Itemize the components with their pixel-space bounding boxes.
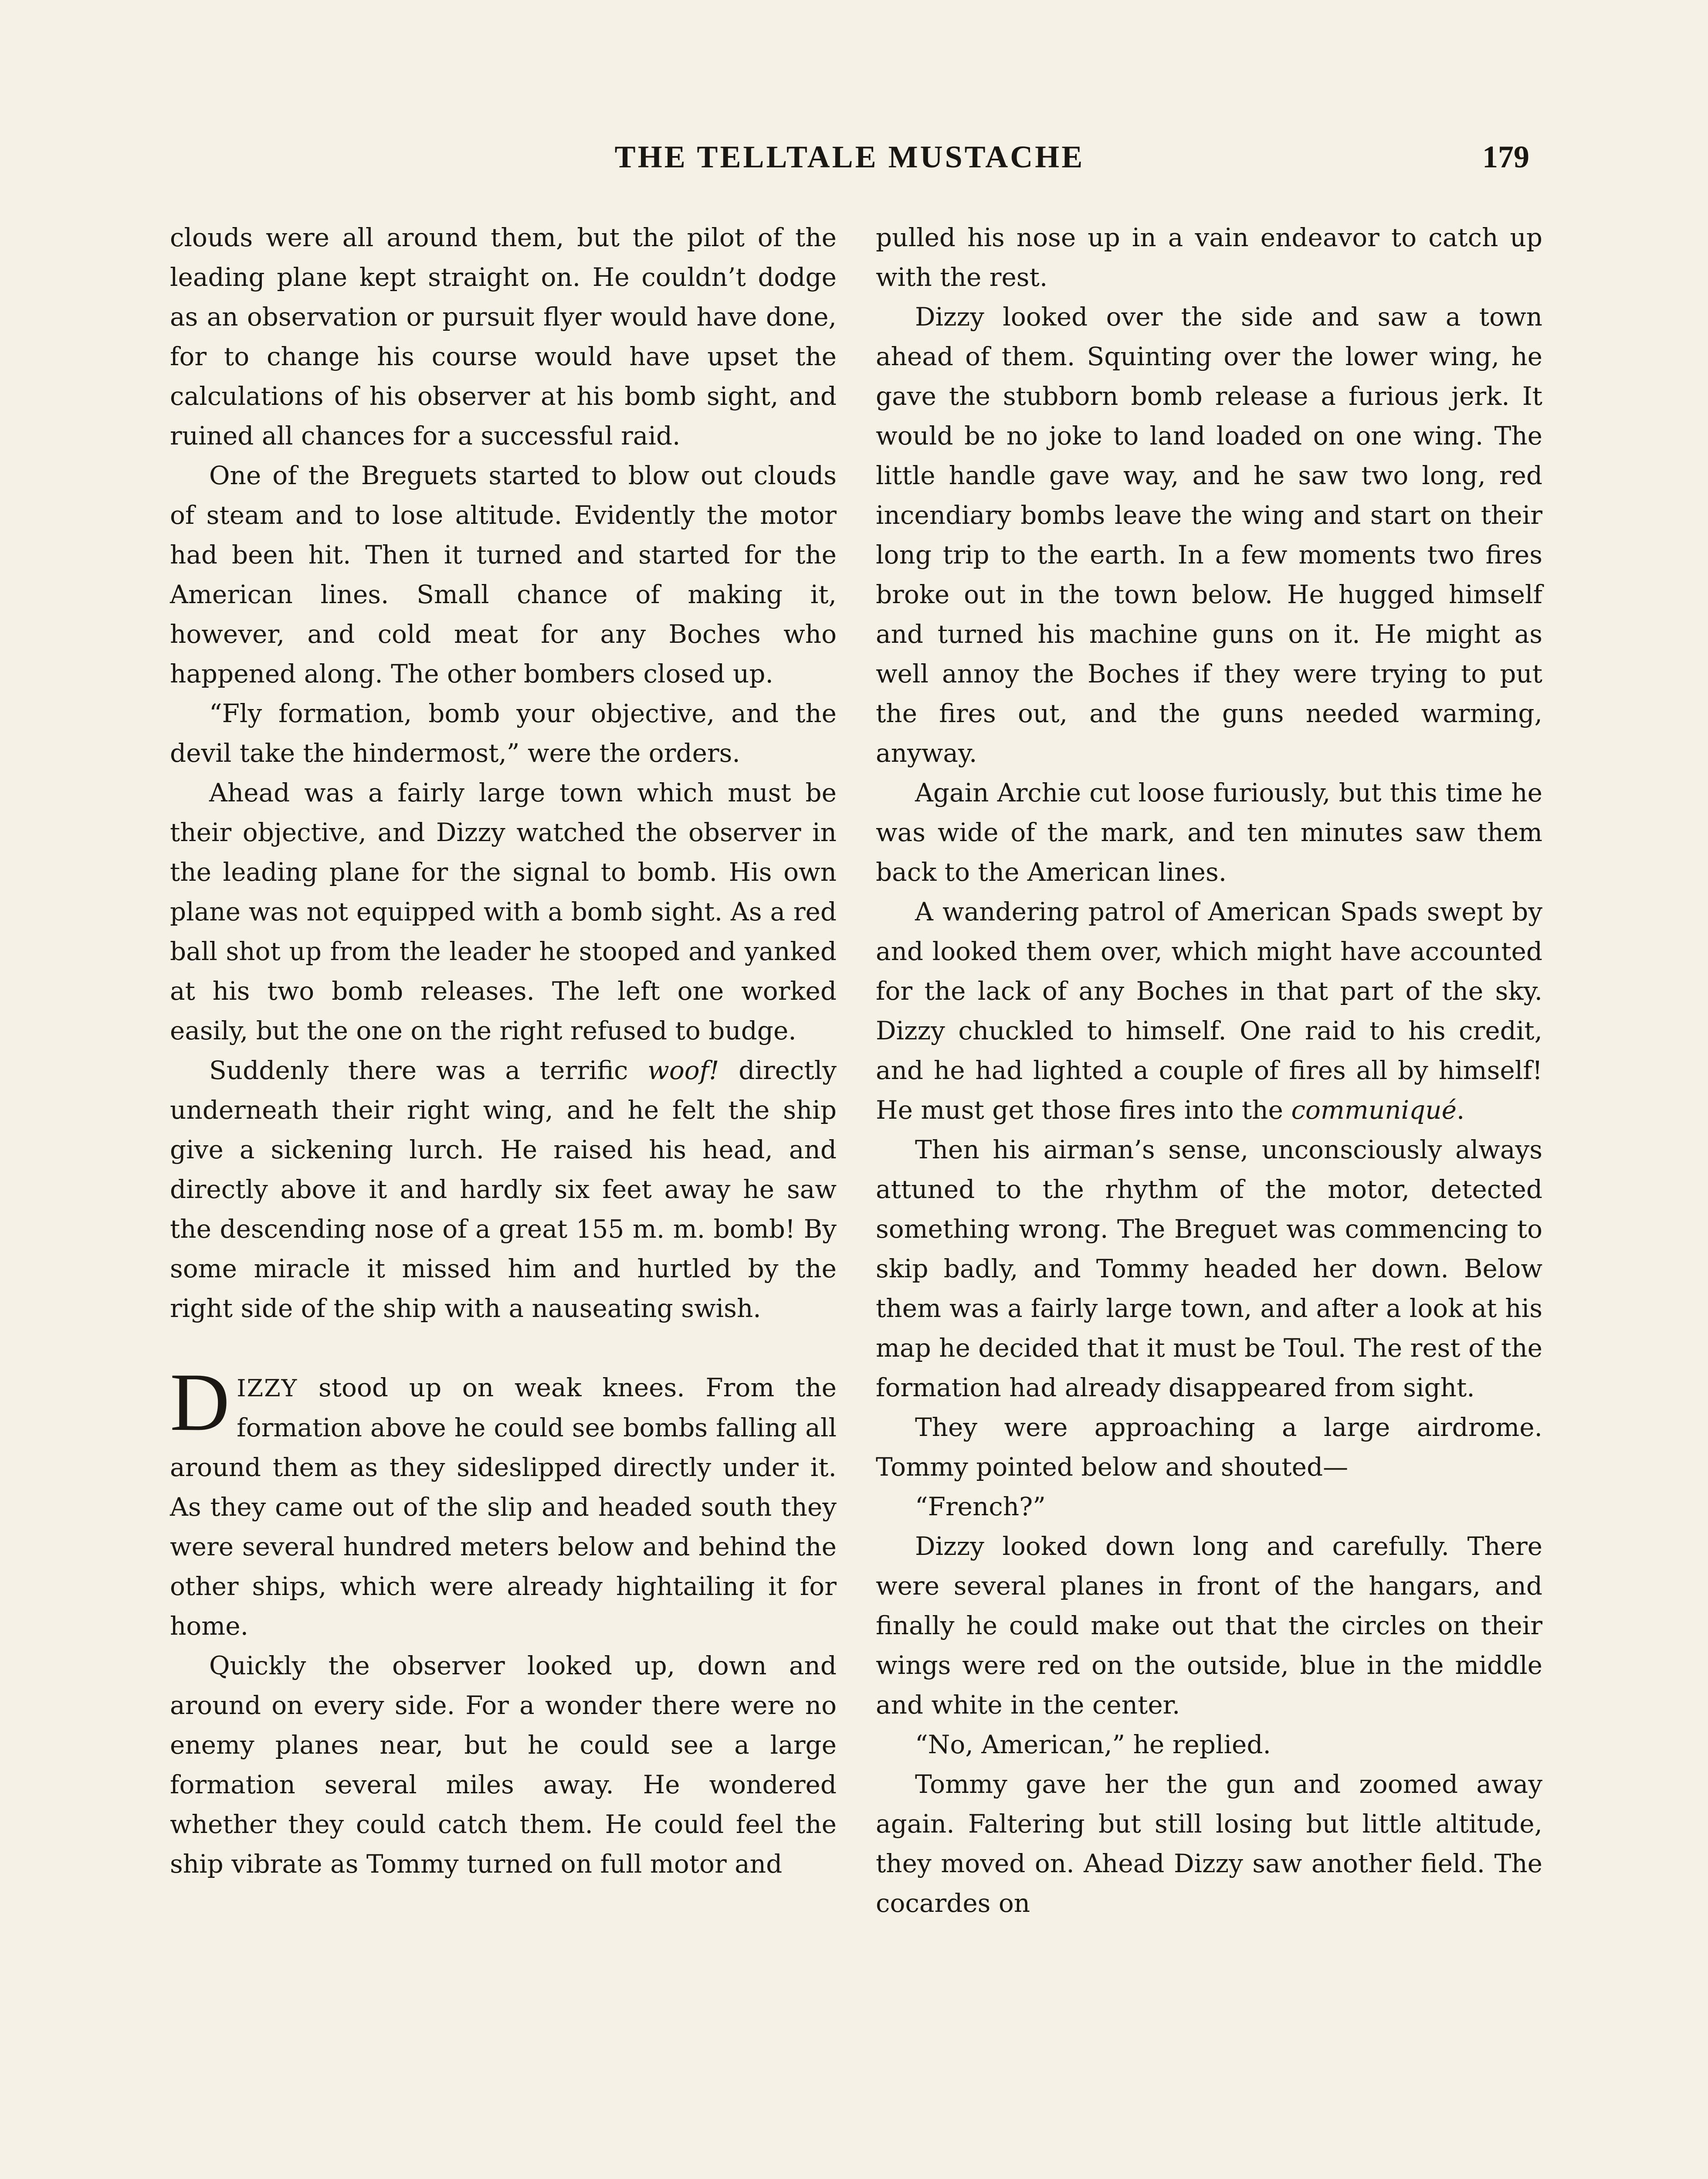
paragraph: They were approaching a large airdrome. Tommy pointed below and shouted—	[876, 1412, 1542, 1482]
text-run: A wandering patrol of American Spads swept by and looked them over, which might have accounted for the lack of any Boches in that part of the sky. Dizzy chuckled to himself. One raid to his credit, and he had lighted a couple of fires all by himself! He must get those fires into the	[876, 897, 1542, 1125]
text-run: Suddenly there was a terrific	[209, 1056, 648, 1085]
small-caps-text: IZZY	[237, 1375, 298, 1402]
running-head	[170, 131, 1529, 183]
section-opening-paragraph	[170, 1357, 837, 1646]
paragraph: “French?”	[915, 1492, 1046, 1521]
italic-text: woof!	[647, 1056, 719, 1085]
paragraph: “Fly formation, bomb your objective, and the devil take the hindermost,” were the orders.	[170, 699, 837, 768]
right-column	[876, 218, 1542, 1923]
paragraph: Quickly the observer looked up, down and around on every side. For a wonder there were no enemy planes near, but he could see a large formation several miles away. He wondered whether they could catch them. He could feel the ship vibrate as Tommy turned on full motor and	[170, 1651, 837, 1879]
paragraph: “No, American,” he replied.	[915, 1730, 1271, 1759]
paragraph	[170, 1051, 837, 1328]
paragraph: Again Archie cut loose furiously, but this time he was wide of the mark, and ten minutes saw them back to the American lines.	[876, 778, 1542, 887]
italic-text: communiqué	[1291, 1095, 1457, 1125]
paragraph: Then his airman’s sense, unconsciously always attuned to the rhythm of the motor, detected something wrong. The Breguet was commencing to skip badly, and Tommy headed her down. Below them was a fairly large town, and after a look at his map he decided that it must be Toul. The rest of the formation had already disappeared from sight.	[876, 1135, 1542, 1402]
text-run: stood up on weak knees. From the formation above he could see bombs falling all around them as they sideslipped directly under it. As they came out of the slip and headed south they were several hundred meters below and behind the other ships, which were already hightailing it for home.	[170, 1373, 837, 1641]
text-run: directly underneath their right wing, and he felt the ship give a sickening lurch. He raised his head, and directly above it and hardly six feet away he saw the descending nose of a great 155 m. m. bomb! By some miracle it missed him and hurtled by the right side of the ship with a nauseating swish.	[170, 1056, 837, 1323]
paragraph	[876, 892, 1542, 1130]
paragraph: Tommy gave her the gun and zoomed away again. Faltering but still losing but little altitude, they moved on. Ahead Dizzy saw another field. The cocardes on	[876, 1769, 1542, 1918]
paragraph: Dizzy looked down long and carefully. There were several planes in front of the hangars, and finally he could make out that the circles on their wings were red on the outside, blue in the middle and white in the center.	[876, 1531, 1542, 1720]
page-number: 179	[1482, 139, 1529, 174]
paragraph: Dizzy looked over the side and saw a town ahead of them. Squinting over the lower wing, he gave the stubborn bomb release a furious jerk. It would be no joke to land loaded on one wing. The little handle gave way, and he saw two long, red incendiary bombs leave the wing and start on their long trip to the earth. In a few moments two fires broke out in the town below. He hugged himself and turned his machine guns on it. He might as well annoy the Boches if they were trying to put the fires out, and the guns needed warming, anyway.	[876, 302, 1542, 768]
text-run: .	[1456, 1095, 1465, 1125]
paragraph: One of the Breguets started to blow out clouds of steam and to lose altitude. Evidently the motor had been hit. Then it turned and started for the American lines. Small chance of making it, however, and cold meat for any Boches who happened along. The other bombers closed up.	[170, 461, 837, 689]
page-title: THE TELLTALE MUSTACHE	[614, 139, 1085, 174]
left-column	[170, 218, 837, 1884]
paragraph: Ahead was a fairly large town which must be their objective, and Dizzy watched the observer in the leading plane for the signal to bomb. His own plane was not equipped with a bomb sight. As a red ball shot up from the leader he stooped and yanked at his two bomb releases. The left one worked easily, but the one on the right refused to budge.	[170, 778, 837, 1045]
drop-cap: D	[170, 1357, 230, 1448]
paragraph: pulled his nose up in a vain endeavor to catch up with the rest.	[876, 223, 1542, 292]
paragraph: clouds were all around them, but the pilot of the leading plane kept straight on. He couldn’t dodge as an observation or pursuit flyer would have done, for to change his course would have upset the calculations of his observer at his bomb sight, and ruined all chances for a successful raid.	[170, 223, 837, 451]
